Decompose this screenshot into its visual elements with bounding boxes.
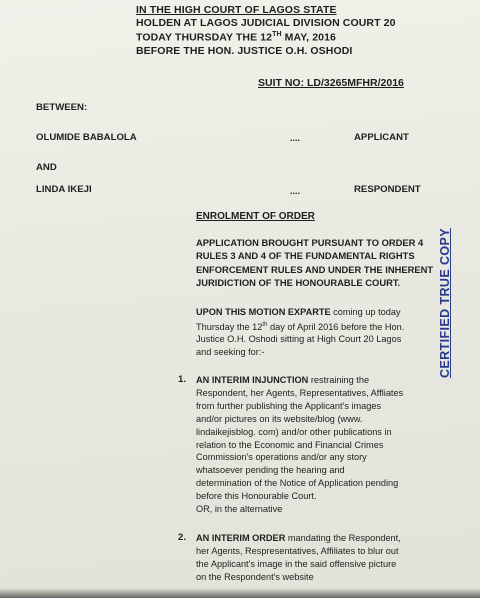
respondent-dots: .... xyxy=(290,186,301,196)
item-number: 2. xyxy=(178,532,187,543)
motion-lead: UPON THIS MOTION EXPARTE xyxy=(196,307,331,317)
item-lead: AN INTERIM ORDER xyxy=(196,533,286,543)
application-line: JURIDICTION OF THE HONOURABLE COURT. xyxy=(196,277,401,289)
court-division: HOLDEN AT LAGOS JUDICIAL DIVISION COURT 20 xyxy=(136,17,396,29)
suit-number: SUIT NO: LD/3265MFHR/2016 xyxy=(258,77,404,89)
respondent-role: RESPONDENT xyxy=(354,184,421,195)
between-label: BETWEEN: xyxy=(36,102,88,113)
applicant-name: OLUMIDE BABALOLA xyxy=(36,132,137,143)
list-item: AN INTERIM ORDER mandating the Respondent, her Agents, Respresentatives, Affiliates to blur out the Applicant's image in the said offensive picture on the Respondent's website xyxy=(196,533,401,582)
application-line: APPLICATION BROUGHT PURSUANT TO ORDER 4 xyxy=(196,237,424,248)
item-number: 1. xyxy=(178,374,187,385)
item-lead: AN INTERIM INJUNCTION xyxy=(196,375,309,385)
court-date: TODAY THURSDAY THE 12TH MAY, 2016 xyxy=(136,31,336,44)
list-item: AN INTERIM INJUNCTION restraining the Respondent, her Agents, Representatives, Affliates from further publishing the Applicant's images and/or pictures on its website/blog (www. lindaikejisblog. com) and/or other publications in relation to the Economic and Financial Crimes Commission's operations and/or any story whatsoever pending the hearing and determination of the Notice of Application pending before this Honourable Court. OR, in the alternative xyxy=(196,375,404,515)
court-title: IN THE HIGH COURT OF LAGOS STATE xyxy=(136,4,337,16)
enrolment-heading: ENROLMENT OF ORDER xyxy=(196,211,315,222)
respondent-name: LINDA IKEJI xyxy=(36,184,92,195)
and-label: AND xyxy=(36,162,57,173)
court-judge: BEFORE THE HON. JUSTICE O.H. OSHODI xyxy=(136,45,353,57)
applicant-dots: .... xyxy=(290,133,301,143)
applicant-role: APPLICANT xyxy=(354,132,409,143)
stamp-text: CERTIFIED TRUE COPY xyxy=(438,228,452,378)
application-line: RULES 3 AND 4 OF THE FUNDAMENTAL RIGHTS xyxy=(196,250,415,262)
certified-stamp xyxy=(427,228,463,378)
page-edge-shadow xyxy=(0,588,480,598)
motion-paragraph: UPON THIS MOTION EXPARTE coming up today Thursday the 12th day of April 2016 before the Hon. Justice O.H. Oshodi sitting at High Court 20 Lagos and seeking for:- xyxy=(196,307,405,357)
application-line: ENFORCEMENT RULES AND UNDER THE INHERENT xyxy=(196,263,434,275)
application-paragraph xyxy=(196,236,441,290)
